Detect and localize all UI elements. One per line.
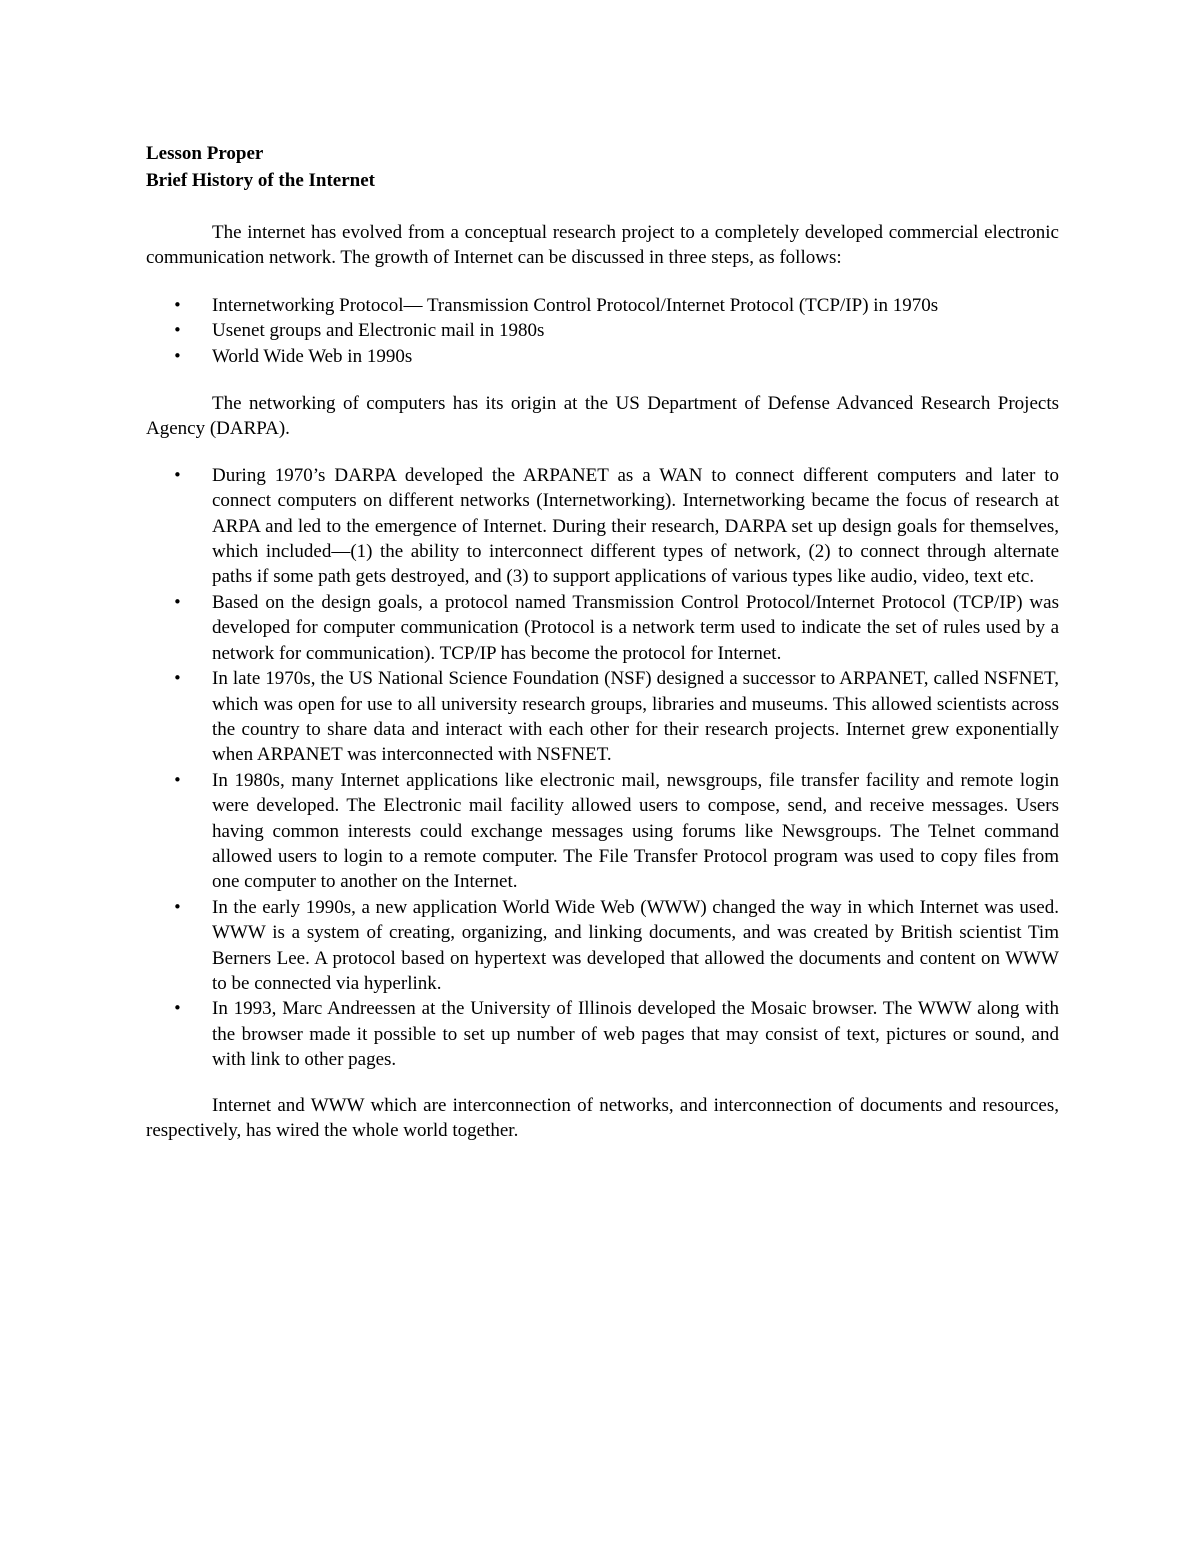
lesson-title: Lesson Proper: [146, 143, 264, 164]
bullet-icon: •: [173, 592, 182, 611]
list-item-text: Internetworking Protocol— Transmission Control Protocol/Internet Protocol (TCP/IP) in 1970s: [212, 294, 939, 316]
list-item: [146, 293, 1059, 318]
list-item-text: Usenet groups and Electronic mail in 1980s: [212, 320, 545, 342]
list-item: [146, 590, 1059, 666]
list-item: [146, 463, 1059, 590]
origin-paragraph: The networking of computers has its origin at the US Department of Defense Advanced Research Projects Agency (DARPA).: [146, 393, 1059, 440]
list-item-text: Based on the design goals, a protocol named Transmission Control Protocol/Internet Protocol (TCP/IP) was developed for computer communication (Protocol is a network term used to indicate the set of rules used by a network for communication). TCP/IP has become the protocol for Internet.: [212, 591, 1059, 664]
list-item: [146, 318, 1059, 343]
bullet-icon: •: [173, 346, 182, 365]
bullet-icon: •: [173, 770, 182, 789]
list-item: [146, 344, 1059, 369]
list-item-text: World Wide Web in 1990s: [212, 345, 413, 367]
bullet-icon: •: [173, 465, 182, 484]
section-title: Brief History of the Internet: [146, 170, 375, 191]
bullet-icon: •: [173, 999, 182, 1018]
growth-steps-list: [146, 293, 1059, 369]
bullet-icon: •: [173, 897, 182, 916]
list-item-text: During 1970’s DARPA developed the ARPANET as a WAN to connect different computers and later to connect computers on different networks (Internetworking). Internetworking became the focus of research at ARPA and led to the emergence of Internet. During their research, DARPA set up design goals for themselves, which included—(1) the ability to interconnect different types of network, (2) to connect through alternate paths if some path gets destroyed, and (3) to support applications of various types like audio, video, text etc.: [212, 464, 1059, 588]
history-list: [146, 463, 1059, 1073]
bullet-icon: •: [173, 295, 182, 314]
conclusion-paragraph: Internet and WWW which are interconnection of networks, and interconnection of documents and resources, respectively, has wired the whole world together.: [146, 1094, 1059, 1141]
list-item-text: In 1980s, many Internet applications like electronic mail, newsgroups, file transfer facility and remote login were developed. The Electronic mail facility allowed users to compose, send, and receive messages. Users having common interests could exchange messages using forums like Newsgroups. The Telnet command allowed users to login to a remote computer. The File Transfer Protocol program was used to copy files from one computer to another on the Internet.: [212, 769, 1059, 893]
list-item-text: In 1993, Marc Andreessen at the University of Illinois developed the Mosaic browser. The WWW along with the browser made it possible to set up number of web pages that may consist of text, pictures or sound, and with link to other pages.: [212, 998, 1059, 1071]
bullet-icon: •: [173, 321, 182, 340]
bullet-icon: •: [173, 669, 182, 688]
list-item: [146, 666, 1059, 768]
list-item-text: In late 1970s, the US National Science Foundation (NSF) designed a successor to ARPANET, called NSFNET, which was open for use to all university research groups, libraries and museums. This allowed scientists across the country to share data and interact with each other for their research projects. Internet grew exponentially when ARPANET was interconnected with NSFNET.: [212, 668, 1059, 766]
list-item: [146, 996, 1059, 1072]
intro-paragraph: The internet has evolved from a conceptual research project to a completely developed commercial electronic communication network. The growth of Internet can be discussed in three steps, as follows:: [146, 222, 1059, 269]
list-item: [146, 895, 1059, 997]
list-item: [146, 768, 1059, 895]
list-item-text: In the early 1990s, a new application World Wide Web (WWW) changed the way in which Internet was used. WWW is a system of creating, organizing, and linking documents, and was created by British scientist Tim Berners Lee. A protocol based on hypertext was developed that allowed the documents and content on WWW to be connected via hyperlink.: [212, 896, 1059, 994]
document-page: [146, 140, 1059, 1143]
